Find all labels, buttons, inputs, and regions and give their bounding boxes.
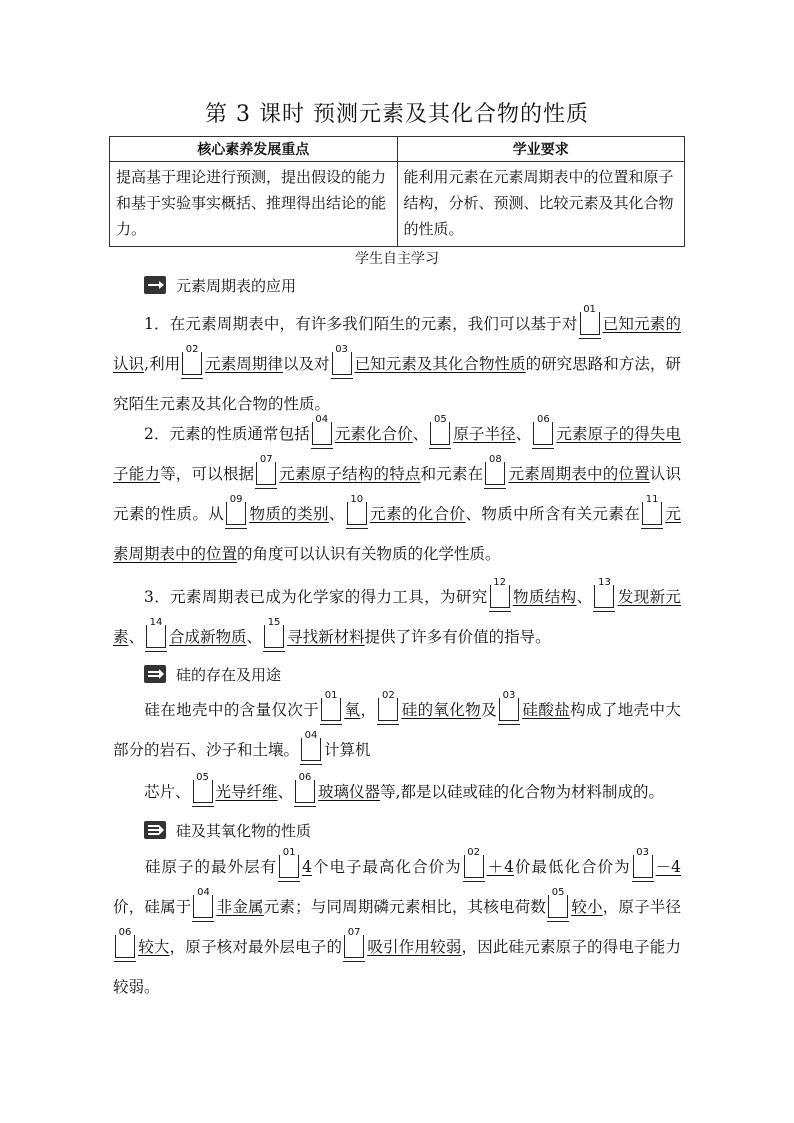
blank-number: 06 (534, 414, 552, 425)
blank-number: 03 (634, 847, 652, 858)
blank-number-box (430, 414, 450, 445)
paragraph-text: 1．在元素周期表中，有许多我们陌生的元素，我们可以基于对 (144, 315, 578, 333)
paragraph-text: ，因此硅元素原子的得电子能力较弱。 (113, 938, 681, 996)
paragraph-2 (113, 414, 681, 574)
paragraph-text: 的角度可以认识有关物质的化学性质。 (237, 545, 501, 563)
paragraph-text: 以及对 (282, 355, 330, 373)
paragraph-text: 提供了许多有价值的指导。 (364, 628, 551, 646)
blank-number-box (548, 887, 568, 918)
blank-number-box (115, 927, 135, 958)
answer-text: 较大 (138, 938, 170, 956)
paragraph-text: 、 (128, 628, 145, 646)
blank-number: 02 (183, 344, 201, 355)
answer-text: 玻璃仪器 (318, 783, 381, 801)
paragraph-text: 的研究思路和方法，研究陌生元素及其化合物的性质。 (113, 355, 681, 413)
blank-number-box (347, 494, 367, 525)
paragraph-text: ，原子半径 (602, 898, 681, 916)
blank-number: 14 (147, 617, 165, 628)
blank-number: 15 (265, 617, 283, 628)
paragraph-text: 等，可以根据 (160, 465, 255, 483)
paragraph-text: 及 (481, 701, 498, 719)
blank-number: 07 (257, 454, 275, 465)
answer-text: 氧 (344, 701, 361, 719)
blank-number: 06 (116, 927, 134, 938)
blank-number-box (193, 887, 213, 918)
blank-number: 05 (194, 772, 212, 783)
paragraph-text: 、 (328, 505, 345, 523)
answer-text: 元素的化合价 (369, 505, 466, 523)
paragraph-text: 价最低化合价为 (514, 858, 631, 876)
answer-text: 发现新元素 (113, 588, 681, 646)
answer-text: 元素原子结构的特点 (279, 465, 421, 483)
blank-number: 09 (227, 494, 245, 505)
blank-number-box (279, 847, 299, 878)
table-cell-core: 提高基于理论进行预测，提出假设的能力和基于实验事实概括、推理得出结论的能力。 (110, 162, 398, 247)
table-header-requirements: 学业要求 (397, 137, 685, 162)
blank-number-box (321, 690, 341, 721)
blank-number-box (301, 730, 321, 761)
paragraph-text: ,利用 (144, 355, 181, 373)
answer-text: 物质结构 (512, 588, 577, 606)
answer-text: 元素化合价 (334, 425, 413, 443)
paragraph-text: 、 (277, 783, 294, 801)
answer-text: 合成新物质 (169, 628, 247, 646)
blank-number: 06 (296, 772, 314, 783)
blank-number-box (193, 772, 213, 803)
paragraph-1 (113, 304, 681, 424)
answer-text: 元素周期表中的位置 (508, 465, 650, 483)
blank-number: 04 (313, 414, 331, 425)
blank-number: 13 (595, 577, 613, 588)
answer-text: 非金属 (216, 898, 264, 916)
blank-number-box (533, 414, 553, 445)
answer-text: 物质的类别 (249, 505, 329, 523)
answer-text: 光导纤维 (215, 783, 278, 801)
section-marker-icon (144, 821, 166, 839)
paragraph-text: 价，硅属于 (113, 898, 192, 916)
blank-number-box (580, 304, 600, 335)
answer-text: 4 (302, 858, 312, 876)
blank-number-box (344, 927, 364, 958)
paragraph-3 (113, 577, 681, 657)
paragraph-text: 认识元素的性质。从 (113, 465, 681, 523)
blank-number: 05 (431, 414, 449, 425)
paragraph-text: 、 (246, 628, 263, 646)
answer-text: 寻找新材料 (287, 628, 365, 646)
blank-number-box (499, 690, 519, 721)
blank-number: 12 (491, 577, 509, 588)
section-heading-periodic-table (144, 273, 296, 297)
blank-number-box (295, 772, 315, 803)
blank-number: 01 (322, 690, 340, 701)
section-marker-icon (144, 276, 166, 294)
paragraph-text: 和元素在 (420, 465, 484, 483)
requirements-table (109, 136, 685, 247)
blank-number-box (312, 414, 332, 445)
answer-text: 计算机 (324, 741, 371, 759)
blank-number: 03 (500, 690, 518, 701)
blank-number-box (594, 577, 614, 608)
answer-text: 硅酸盐 (522, 701, 571, 719)
blank-number: 01 (280, 847, 298, 858)
blank-number: 03 (333, 344, 351, 355)
paragraph-4 (113, 690, 681, 770)
blank-number-box (485, 454, 505, 485)
blank-number-box (464, 847, 484, 878)
paragraph-text: 、物质中所含有关元素在 (465, 505, 641, 523)
paragraph-6 (113, 847, 681, 1007)
blank-number-box (264, 617, 284, 648)
answer-text: 已知元素的认识 (113, 315, 681, 373)
blank-number-box (256, 454, 276, 485)
blank-number: 02 (379, 690, 397, 701)
paragraph-text: 元素；与同周期磷元素相比，其核电荷数 (263, 898, 547, 916)
blank-number-box (182, 344, 202, 375)
answer-text: 较小 (571, 898, 603, 916)
blank-number: 02 (465, 847, 483, 858)
blank-number: 07 (345, 927, 363, 938)
section-heading-silicon-uses (144, 662, 281, 686)
answer-text: 原子半径 (453, 425, 516, 443)
paragraph-5 (113, 772, 681, 812)
paragraph-text: 、 (412, 425, 429, 443)
answer-text: ＋4 (486, 858, 514, 876)
paragraph-text: 3．元素周期表已成为化学家的得力工具，为研究 (144, 588, 488, 606)
blank-number: 10 (348, 494, 366, 505)
paragraph-text: 、 (576, 588, 593, 606)
blank-number-box (146, 617, 166, 648)
paragraph-text: 2．元素的性质通常包括 (144, 425, 310, 443)
paragraph-text: 等,都是以硅或硅的化合物为材料制成的。 (380, 783, 664, 801)
page-title: 第 3 课时 预测元素及其化合物的性质 (205, 102, 589, 127)
table-cell-requirements: 能利用元素在元素周期表中的位置和原子结构，分析、预测、比较元素及其化合物的性质。 (397, 162, 685, 247)
blank-number: 05 (549, 887, 567, 898)
section-heading-silicon-properties (144, 818, 311, 842)
answer-text: 硅的氧化物 (401, 701, 482, 719)
paragraph-text: ，原子核对最外层电子的 (169, 938, 343, 956)
blank-number-box (633, 847, 653, 878)
paragraph-text: 硅原子的最外层有 (144, 858, 278, 876)
blank-number: 04 (302, 730, 320, 741)
paragraph-text: 、 (515, 425, 532, 443)
paragraph-text: 构成了地壳中大部分的岩石、沙子和土壤。 (113, 701, 681, 759)
blank-number: 08 (486, 454, 504, 465)
blank-number-box (642, 494, 662, 525)
answer-text: －4 (655, 858, 681, 876)
blank-number: 11 (643, 494, 661, 505)
section-heading-label: 元素周期表的应用 (176, 276, 297, 295)
blank-number: 04 (194, 887, 212, 898)
paragraph-text: 个电子最高化合价为 (311, 858, 462, 876)
blank-number-box (332, 344, 352, 375)
answer-text: 已知元素及其化合物性质 (354, 355, 526, 373)
answer-text: 元素周期律 (205, 355, 283, 373)
answer-text: 元素周期表中的位置 (113, 505, 681, 563)
blank-number: 01 (581, 304, 599, 315)
blank-number-box (378, 690, 398, 721)
paragraph-text: ， (360, 701, 377, 719)
table-header-core: 核心素养发展重点 (110, 137, 398, 162)
blank-number-box (490, 577, 510, 608)
section-heading-label: 硅的存在及用途 (176, 665, 282, 684)
blank-number-box (226, 494, 246, 525)
section-heading-label: 硅及其氧化物的性质 (176, 821, 312, 840)
section-subtitle: 学生自主学习 (355, 251, 439, 267)
paragraph-text: 硅在地壳中的含量仅次于 (144, 701, 320, 719)
answer-text: 吸引作用较弱 (367, 938, 462, 956)
paragraph-text: 芯片、 (144, 783, 191, 801)
section-marker-icon (144, 665, 166, 683)
answer-text: 元素原子的得失电子能力 (113, 425, 681, 483)
